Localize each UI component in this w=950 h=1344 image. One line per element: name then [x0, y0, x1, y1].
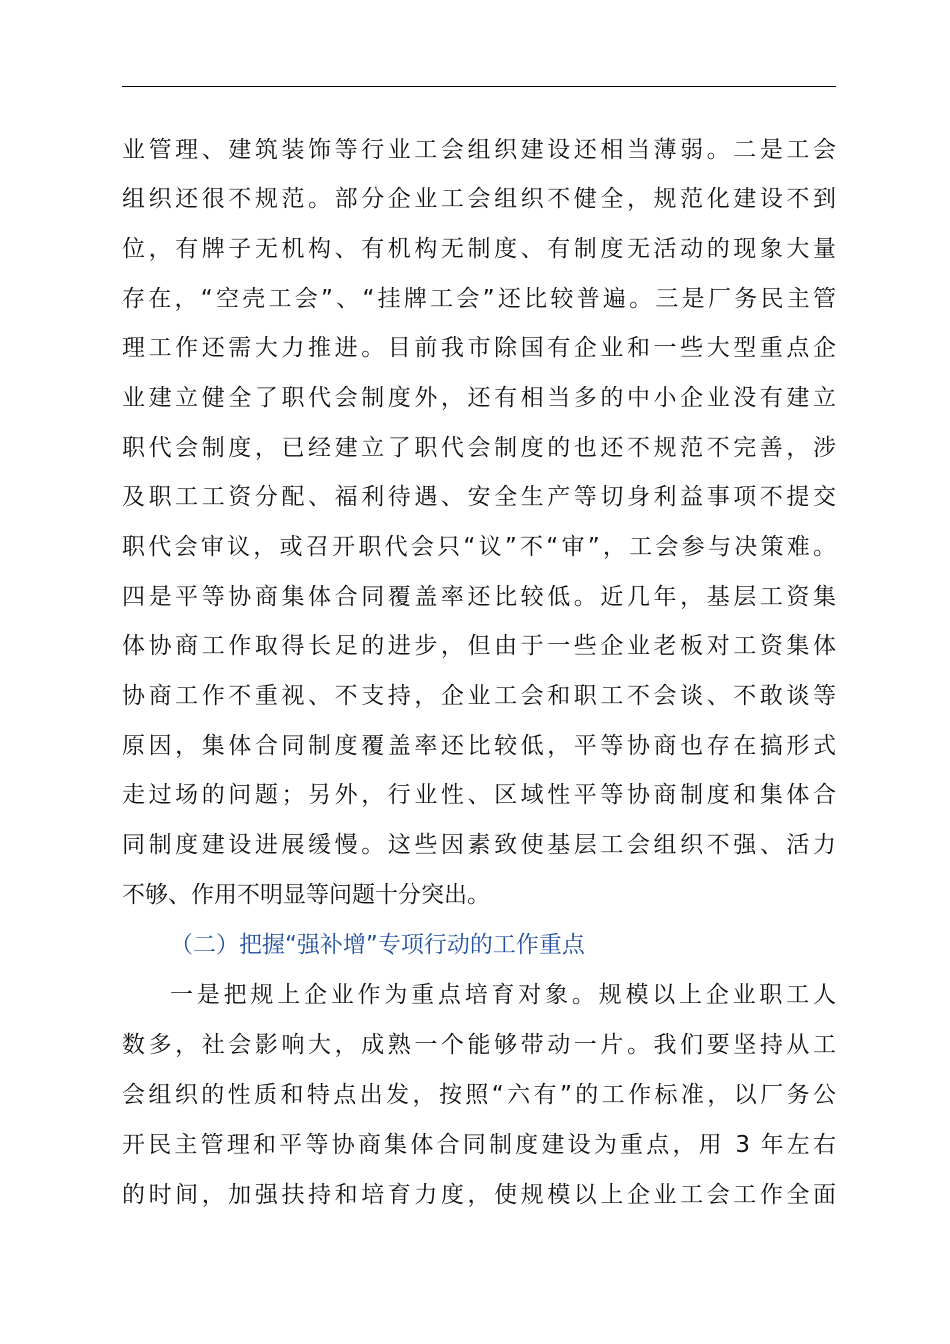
body-text-line: 组织还很不规范。部分企业工会组织不健全，规范化建设不到	[122, 186, 836, 212]
body-text-line: 理工作还需大力推进。目前我市除国有企业和一些大型重点企	[122, 335, 836, 361]
body-text-line: 位，有牌子无机构、有机构无制度、有制度无活动的现象大量	[122, 236, 836, 262]
body-text-line: 业管理、建筑装饰等行业工会组织建设还相当薄弱。二是工会	[122, 137, 836, 163]
body-text-line: 业建立健全了职代会制度外，还有相当多的中小企业没有建立	[122, 385, 836, 411]
header-rule	[122, 86, 836, 87]
body-text-line: 职代会制度，已经建立了职代会制度的也还不规范不完善，涉	[122, 435, 836, 461]
body-text-line: 协商工作不重视、不支持，企业工会和职工不会谈、不敢谈等	[122, 683, 836, 709]
body-text-line: 及职工工资分配、福利待遇、安全生产等切身利益事项不提交	[122, 484, 836, 510]
body-text-line: 走过场的问题；另外，行业性、区域性平等协商制度和集体合	[122, 782, 836, 808]
body-text-line: 的时间，加强扶持和培育力度，使规模以上企业工会工作全面	[122, 1182, 836, 1208]
body-text-line: 会组织的性质和特点出发，按照“六有”的工作标准，以厂务公	[122, 1082, 836, 1108]
body-text-line: 体协商工作取得长足的进步，但由于一些企业老板对工资集体	[122, 633, 836, 659]
body-text-line: 职代会审议，或召开职代会只“议”不“审”，工会参与决策难。	[122, 534, 836, 560]
body-text-line: 同制度建设进展缓慢。这些因素致使基层工会组织不强、活力	[122, 832, 836, 858]
body-text-line: 数多，社会影响大，成熟一个能够带动一片。我们要坚持从工	[122, 1032, 836, 1058]
body-text-line: 四是平等协商集体合同覆盖率还比较低。近几年，基层工资集	[122, 584, 836, 610]
body-text-line: 开民主管理和平等协商集体合同制度建设为重点，用 3 年左右	[122, 1132, 836, 1158]
body-text-line: 存在，“空壳工会”、“挂牌工会”还比较普遍。三是厂务民主管	[122, 286, 836, 312]
body-text-line: 一是把规上企业作为重点培育对象。规模以上企业职工人	[170, 982, 836, 1008]
section-heading: （二）把握“强补增”专项行动的工作重点	[170, 932, 585, 958]
body-text-line: 不够、作用不明显等问题十分突出。	[122, 882, 490, 908]
body-text-line: 原因，集体合同制度覆盖率还比较低，平等协商也存在搞形式	[122, 733, 836, 759]
